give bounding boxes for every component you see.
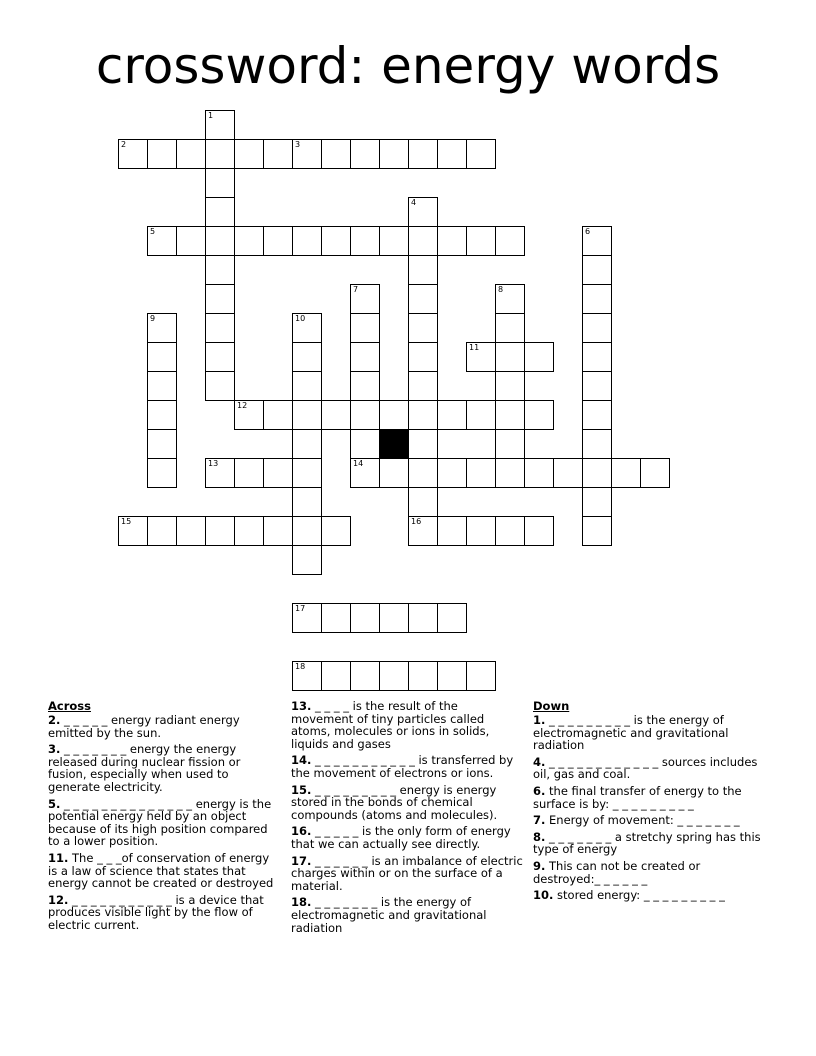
grid-cell[interactable] [408, 284, 438, 314]
grid-cell[interactable] [292, 545, 322, 575]
grid-cell[interactable] [205, 516, 235, 546]
grid-cell[interactable] [408, 429, 438, 459]
grid-cell[interactable] [205, 313, 235, 343]
clue [533, 860, 765, 885]
grid-cell[interactable] [582, 255, 612, 285]
clue-number: 5 [150, 227, 156, 236]
grid-cell[interactable] [582, 458, 612, 488]
grid-cell[interactable] [292, 371, 322, 401]
grid-cell[interactable] [553, 458, 583, 488]
grid-cell[interactable] [582, 400, 612, 430]
clue-number: 16 [411, 517, 422, 526]
grid-cell[interactable] [582, 429, 612, 459]
grid-cell[interactable] [350, 400, 380, 430]
clue-number: 3 [295, 140, 301, 149]
grid-cell[interactable] [321, 516, 351, 546]
clue-label: 1. [533, 713, 546, 727]
clue [291, 855, 523, 893]
clue-text: stored energy: _ _ _ _ _ _ _ _ _ [553, 888, 725, 903]
grid-cell[interactable] [437, 603, 467, 633]
grid-cell[interactable] [176, 139, 206, 169]
grid-cell[interactable] [466, 516, 496, 546]
clue-label: 14. [291, 753, 312, 768]
grid-cell[interactable] [147, 342, 177, 372]
grid-cell[interactable] [205, 139, 235, 169]
clue-text: _ _ _ _ _ _ _ _ _ _ _ _ sources includes oil, gas and coal. [533, 754, 758, 782]
clue-text: the final transfer of energy to the surface is by: _ _ _ _ _ _ _ _ _ [533, 783, 742, 811]
grid-cell[interactable] [408, 371, 438, 401]
grid-cell[interactable] [437, 139, 467, 169]
clue-label: 17. [291, 853, 312, 868]
across-clues [48, 700, 280, 936]
grid-cell[interactable] [379, 458, 409, 488]
clue-text: Energy of movement: _ _ _ _ _ _ _ [545, 813, 740, 828]
grid-cell[interactable] [408, 487, 438, 517]
grid-cell[interactable] [205, 342, 235, 372]
clue-number: 15 [121, 517, 132, 526]
black-cell [379, 429, 409, 459]
grid-cell[interactable] [205, 197, 235, 227]
clue-text: _ _ _ _ _ _ _ _ _ energy is energy stored in the bonds of chemical compounds (atoms and molecules). [291, 782, 498, 822]
grid-cell[interactable] [495, 226, 525, 256]
grid-cell[interactable] [495, 516, 525, 546]
grid-cell[interactable] [408, 313, 438, 343]
grid-cell[interactable] [408, 603, 438, 633]
clue-text: _ _ _ _ _ _ is an imbalance of electric charges within or on the surface of a material. [291, 853, 523, 893]
grid-cell[interactable] [176, 516, 206, 546]
grid-cell[interactable] [466, 226, 496, 256]
grid-cell[interactable] [350, 429, 380, 459]
grid-cell[interactable] [292, 342, 322, 372]
grid-cell[interactable] [495, 342, 525, 372]
grid-cell[interactable] [495, 429, 525, 459]
clue-text: _ _ _ _ _ _ _ is the energy of electromagnetic and gravitational radiation [291, 895, 487, 935]
clue-number: 17 [295, 604, 306, 613]
grid-cell[interactable] [437, 516, 467, 546]
clue-text: _ _ _ _ _ _ _ _ _ is the energy of electromagnetic and gravitational radiation [533, 713, 729, 753]
grid-cell[interactable] [408, 255, 438, 285]
grid-cell[interactable] [321, 139, 351, 169]
clue-number: 2 [121, 140, 127, 149]
clue [48, 798, 280, 848]
grid-cell[interactable] [582, 342, 612, 372]
grid-cell[interactable] [205, 168, 235, 198]
clue-number: 18 [295, 662, 306, 671]
grid-cell[interactable] [640, 458, 670, 488]
clue-number: 12 [237, 401, 248, 410]
clue-number: 6 [585, 227, 591, 236]
grid-cell[interactable] [495, 371, 525, 401]
clue [533, 831, 765, 856]
clue-text: _ _ _ _ is the result of the movement of tiny particles called atoms, molecules or ions in solids, liquids and gases [291, 699, 490, 751]
grid-cell[interactable] [350, 139, 380, 169]
grid-cell[interactable] [147, 371, 177, 401]
grid-cell[interactable] [350, 226, 380, 256]
clue-number: 8 [498, 285, 504, 294]
grid-cell[interactable] [263, 139, 293, 169]
grid-cell[interactable] [350, 342, 380, 372]
clue-label: 10. [533, 888, 554, 903]
clue [533, 785, 765, 810]
grid-cell[interactable] [350, 603, 380, 633]
grid-cell[interactable] [437, 661, 467, 691]
clue-label: 6. [533, 783, 546, 798]
grid-cell[interactable] [379, 603, 409, 633]
grid-cell[interactable] [234, 226, 264, 256]
grid-cell[interactable] [408, 661, 438, 691]
clue [533, 714, 765, 752]
grid-cell[interactable] [466, 458, 496, 488]
grid-cell[interactable] [408, 458, 438, 488]
grid-cell[interactable] [263, 226, 293, 256]
grid-cell[interactable] [524, 458, 554, 488]
across-clue-list [48, 714, 280, 932]
grid-cell[interactable] [350, 661, 380, 691]
grid-cell[interactable] [379, 139, 409, 169]
clue-text: _ _ _ _ _ _ _ energy the energy released during nuclear fission or fusion, especially when used to generate electricity. [48, 742, 241, 794]
clue-label: 9. [533, 858, 546, 873]
grid-cell[interactable] [495, 458, 525, 488]
clue [291, 700, 523, 750]
grid-cell[interactable] [205, 255, 235, 285]
clue [48, 852, 280, 890]
grid-cell[interactable] [176, 226, 206, 256]
grid-cell[interactable] [408, 342, 438, 372]
grid-cell[interactable] [495, 400, 525, 430]
grid-cell[interactable] [321, 661, 351, 691]
grid-cell[interactable] [321, 400, 351, 430]
grid-cell[interactable] [466, 400, 496, 430]
grid-cell[interactable] [495, 313, 525, 343]
middle-clue-list [291, 700, 523, 934]
clue-number: 14 [353, 459, 364, 468]
across-heading: Across [48, 699, 91, 713]
clue [291, 754, 523, 779]
grid-cell[interactable] [379, 226, 409, 256]
clue-label: 8. [533, 829, 546, 844]
grid-cell[interactable] [408, 400, 438, 430]
clue-text: The _ _ _of conservation of energy is a law of science that states that energy cannot be created or destroyed [48, 850, 274, 891]
grid-cell[interactable] [379, 661, 409, 691]
grid-cell[interactable] [292, 226, 322, 256]
grid-cell[interactable] [147, 400, 177, 430]
clue-number: 10 [295, 314, 306, 323]
grid-cell[interactable] [408, 226, 438, 256]
clue-label: 18. [291, 895, 312, 910]
grid-cell[interactable] [292, 400, 322, 430]
grid-cell[interactable] [379, 400, 409, 430]
clue [48, 894, 280, 932]
clue-number: 1 [208, 111, 214, 120]
clue-text: _ _ _ _ _ energy radiant energy emitted by the sun. [48, 713, 240, 740]
clue-text: _ _ _ _ _ _ _ a stretchy spring has this type of energy [533, 829, 761, 857]
down-heading: Down [533, 699, 570, 713]
grid-cell[interactable] [263, 458, 293, 488]
clue [48, 714, 280, 739]
grid-cell[interactable] [205, 226, 235, 256]
grid-cell[interactable] [292, 516, 322, 546]
grid-cell[interactable] [263, 516, 293, 546]
grid-cell[interactable] [437, 458, 467, 488]
grid-cell[interactable] [437, 226, 467, 256]
clue-text: This can not be created or destroyed:_ _ _ _ _ _ [533, 858, 701, 886]
clue-label: 12. [48, 892, 69, 907]
grid-cell[interactable] [205, 284, 235, 314]
clue [291, 825, 523, 850]
grid-cell[interactable] [234, 139, 264, 169]
grid-cell[interactable] [234, 458, 264, 488]
clue [533, 814, 765, 827]
clue-number: 7 [353, 285, 359, 294]
grid-cell[interactable] [147, 458, 177, 488]
clue-label: 15. [291, 782, 312, 797]
page-title: crossword: energy words [95, 37, 721, 95]
grid-cell[interactable] [582, 313, 612, 343]
clue-number: 4 [411, 198, 417, 207]
clue [533, 889, 765, 902]
grid-cell[interactable] [321, 226, 351, 256]
grid-cell[interactable] [466, 139, 496, 169]
down-clues [533, 700, 765, 906]
clue [48, 743, 280, 793]
clue-label: 2. [48, 713, 61, 727]
grid-cell[interactable] [524, 516, 554, 546]
down-clue-list [533, 714, 765, 902]
grid-cell[interactable] [582, 371, 612, 401]
grid-cell[interactable] [147, 516, 177, 546]
grid-cell[interactable] [350, 313, 380, 343]
clue-label: 5. [48, 796, 61, 811]
clue [291, 784, 523, 822]
grid-cell[interactable] [582, 516, 612, 546]
grid-cell[interactable] [437, 400, 467, 430]
grid-cell[interactable] [263, 400, 293, 430]
grid-cell[interactable] [408, 139, 438, 169]
grid-cell[interactable] [611, 458, 641, 488]
clue-number: 11 [469, 343, 480, 352]
grid-cell[interactable] [234, 516, 264, 546]
grid-cell[interactable] [292, 487, 322, 517]
grid-cell[interactable] [205, 371, 235, 401]
grid-cell[interactable] [292, 429, 322, 459]
grid-cell[interactable] [321, 603, 351, 633]
clue-text: _ _ _ _ _ _ _ _ _ _ _ is transferred by the movement of electrons or ions. [291, 753, 514, 780]
clue-text: _ _ _ _ _ is the only form of energy that we can actually see directly. [291, 824, 511, 851]
clue-label: 3. [48, 742, 61, 757]
grid-cell[interactable] [582, 284, 612, 314]
clue-number: 13 [208, 459, 219, 468]
grid-cell[interactable] [582, 487, 612, 517]
clue-label: 11. [48, 850, 69, 865]
clue [533, 756, 765, 781]
grid-cell[interactable] [350, 371, 380, 401]
clue-text: _ _ _ _ _ _ _ _ _ _ _ _ _ _ energy is the potential energy held by an object because of its high position compared to a lower position. [48, 796, 272, 849]
grid-cell[interactable] [466, 661, 496, 691]
middle-clues [291, 700, 523, 938]
clue-label: 4. [533, 754, 546, 769]
clue-number: 9 [150, 314, 156, 323]
clue [291, 896, 523, 934]
clue-label: 13. [291, 699, 312, 713]
grid-cell[interactable] [524, 342, 554, 372]
grid-cell[interactable] [147, 429, 177, 459]
clue-text: _ _ _ _ _ _ _ _ _ _ _ is a device that produces visible light by the flow of electric current. [48, 892, 264, 932]
grid-cell[interactable] [292, 458, 322, 488]
clue-label: 16. [291, 824, 312, 839]
grid-cell[interactable] [524, 400, 554, 430]
grid-cell[interactable] [147, 139, 177, 169]
clue-label: 7. [533, 813, 546, 828]
